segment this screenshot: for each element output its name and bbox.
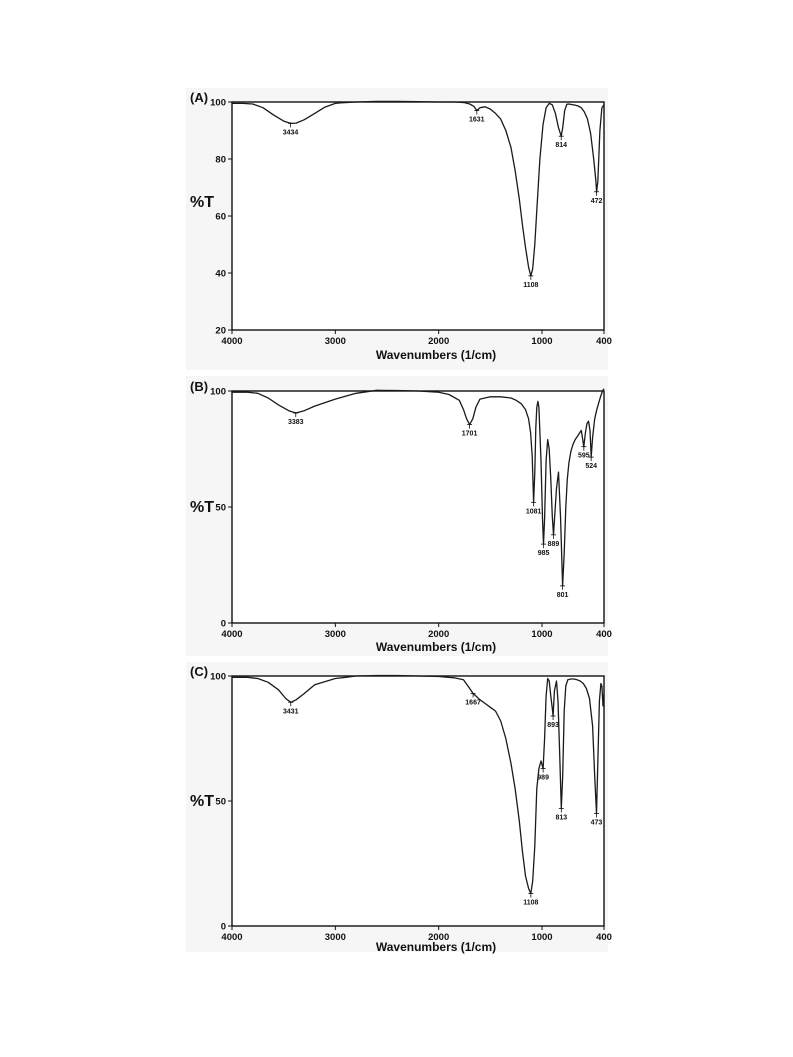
peak-label-1108: 1108 xyxy=(523,281,539,289)
peak-label-473: 473 xyxy=(590,819,603,827)
peak-label-1631: 1631 xyxy=(469,116,485,124)
panel-b-y-axis-label: %T xyxy=(190,499,214,516)
peak-label-1701: 1701 xyxy=(461,430,478,438)
peak-label-813: 813 xyxy=(555,814,568,822)
peak-label-985: 985 xyxy=(537,550,550,558)
panel-c-x-tick-label: 400 xyxy=(596,932,612,943)
panel-c-label: (C) xyxy=(190,664,209,679)
panel-a-y-axis-label: %T xyxy=(190,194,214,211)
peak-label-893: 893 xyxy=(547,722,559,729)
peak-label-989: 989 xyxy=(537,774,549,782)
panel-c-y-tick-label: 50 xyxy=(215,796,226,808)
panel-b-x-tick-label: 1000 xyxy=(531,629,553,640)
panel-a-y-tick-label: 80 xyxy=(215,154,226,166)
panel-b-x-tick-label: 400 xyxy=(596,629,612,640)
panel-c-x-axis-label: Wavenumbers (1/cm) xyxy=(375,940,497,954)
panel-a-x-tick-label: 3000 xyxy=(324,336,346,347)
panel-b-x-axis-label: Wavenumbers (1/cm) xyxy=(375,640,497,654)
peak-label-3431: 3431 xyxy=(283,708,299,716)
peak-label-472: 472 xyxy=(590,197,603,205)
panel-c-x-tick-label: 1000 xyxy=(531,932,553,943)
panel-c-x-tick-label: 4000 xyxy=(221,932,243,943)
panel-c-x-tick-label: 3000 xyxy=(324,932,346,943)
peak-label-889: 889 xyxy=(547,540,560,548)
peak-label-814: 814 xyxy=(555,142,568,150)
panel-b-x-tick-label: 4000 xyxy=(221,629,243,640)
peak-label-1108: 1108 xyxy=(523,899,539,907)
peak-label-1081: 1081 xyxy=(525,508,542,516)
panel-c-y-tick-label: 100 xyxy=(210,671,226,683)
peak-label-3434: 3434 xyxy=(282,129,299,137)
panel-c-y-tick-label: 0 xyxy=(220,921,226,933)
panel-a-x-axis-label: Wavenumbers (1/cm) xyxy=(375,348,497,362)
panel-b-y-tick-label: 50 xyxy=(215,502,226,514)
panel-a-y-tick-label: 60 xyxy=(215,211,226,223)
panel-a-x-tick-label: 4000 xyxy=(221,336,243,347)
panel-a-x-tick-label: 400 xyxy=(596,336,612,347)
panel-c-y-axis-label: %T xyxy=(190,793,214,810)
peak-label-524: 524 xyxy=(585,463,598,471)
panel-b-x-tick-label: 3000 xyxy=(324,629,346,640)
panel-b-x-tick-label: 2000 xyxy=(428,629,450,640)
panel-b-y-tick-label: 0 xyxy=(220,618,226,630)
panel-b-label: (B) xyxy=(190,379,209,394)
panel-b xyxy=(186,376,612,656)
panel-a-x-tick-label: 2000 xyxy=(428,336,450,347)
peak-label-3383: 3383 xyxy=(287,419,304,427)
panel-b-y-tick-label: 100 xyxy=(210,386,226,398)
panel-a-y-tick-label: 20 xyxy=(215,325,226,337)
panel-a-x-tick-label: 1000 xyxy=(531,336,553,347)
panel-a xyxy=(186,88,612,370)
panel-c xyxy=(186,662,612,954)
panel-a-label: (A) xyxy=(190,90,209,105)
peak-label-801: 801 xyxy=(556,591,569,599)
peak-label-595: 595 xyxy=(578,452,590,460)
panel-c-x-tick-label: 2000 xyxy=(428,932,450,943)
peak-label-1667: 1667 xyxy=(465,699,481,707)
panel-a-y-tick-label: 40 xyxy=(215,268,226,280)
panel-a-y-tick-label: 100 xyxy=(210,97,226,109)
